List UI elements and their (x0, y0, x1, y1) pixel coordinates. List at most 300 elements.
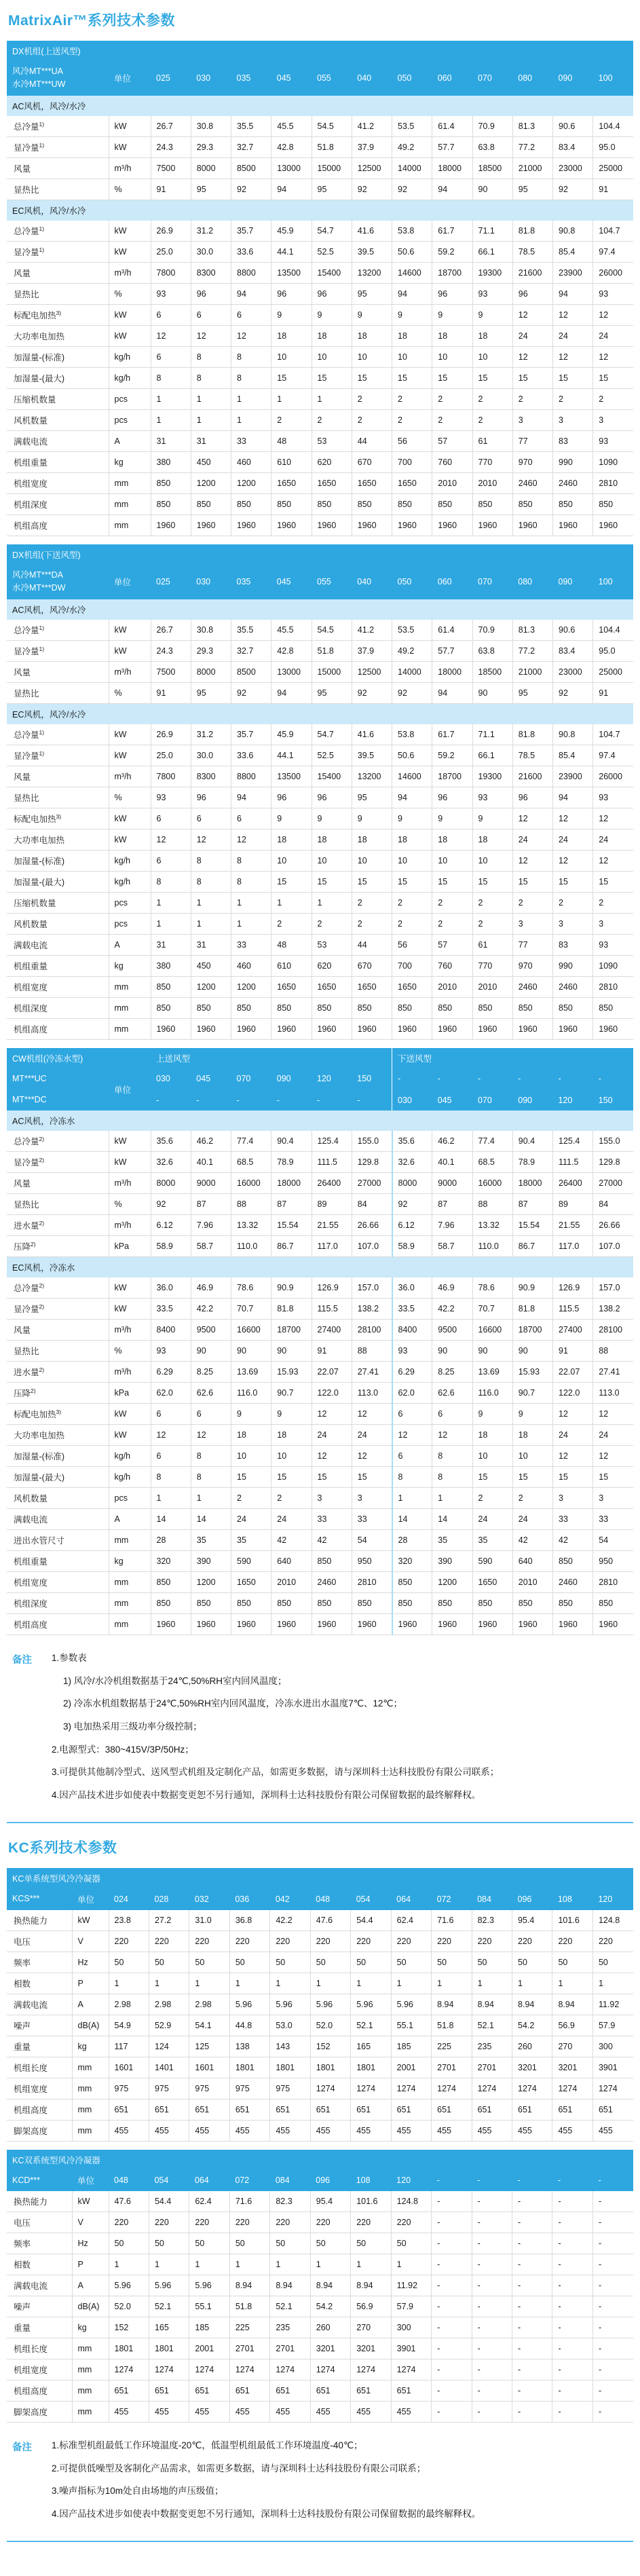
value-cell: 8.94 (310, 2275, 350, 2296)
value-cell: 91 (593, 682, 633, 703)
value-cell: 1 (310, 1973, 350, 1994)
value-cell: 6 (151, 346, 191, 367)
value-cell: 1274 (149, 2359, 189, 2380)
column-header: - (231, 1089, 271, 1110)
value-cell: 92 (352, 682, 392, 703)
value-cell: 42 (553, 1530, 593, 1551)
row-label: 总冷量$^{1)}$ (7, 620, 109, 641)
unit-cell: dB(A) (72, 2015, 109, 2036)
value-cell: 41.6 (352, 221, 392, 242)
column-header: - (592, 2170, 633, 2191)
value-cell: - (432, 2317, 472, 2338)
value-cell: - (552, 2211, 592, 2233)
value-cell: - (592, 2233, 633, 2254)
value-cell: 18 (312, 325, 352, 346)
value-cell: 220 (351, 1930, 391, 1952)
column-header: 070 (472, 1089, 512, 1110)
value-cell: 68.5 (231, 1152, 271, 1173)
value-cell: 455 (432, 2120, 472, 2141)
value-cell: 455 (391, 2120, 431, 2141)
value-cell: 13.32 (472, 1215, 512, 1236)
unit-cell: mm (109, 1018, 151, 1039)
value-cell: 760 (432, 955, 472, 976)
value-cell: 78.6 (231, 1277, 271, 1299)
value-cell: 50 (351, 1952, 391, 1973)
table-row (7, 2036, 633, 2057)
value-cell: 3 (593, 1488, 633, 1509)
value-cell: - (552, 2296, 592, 2317)
value-cell: 2 (432, 892, 472, 913)
value-cell: 117.0 (553, 1236, 593, 1257)
value-cell: 50.6 (392, 241, 432, 262)
unit-cell: kg (72, 2317, 109, 2338)
value-cell: - (592, 2380, 633, 2401)
value-cell: 18700 (432, 766, 472, 787)
value-cell: 1 (271, 892, 312, 913)
value-cell: 260 (310, 2317, 350, 2338)
value-cell: 1 (189, 1973, 229, 1994)
value-cell: 124 (149, 2036, 189, 2057)
dx-up-table-mount (7, 41, 633, 536)
value-cell: 8500 (231, 661, 271, 682)
value-cell: - (472, 2359, 512, 2380)
value-cell: 78.9 (512, 1152, 552, 1173)
value-cell: 1 (191, 1488, 231, 1509)
page-title: MatrixAir™系列技术参数 (8, 13, 176, 29)
value-cell: 1960 (231, 515, 271, 536)
value-cell: 50 (109, 2233, 149, 2254)
value-cell: 116.0 (231, 1383, 271, 1404)
value-cell: 850 (392, 493, 432, 515)
value-cell: 455 (149, 2401, 189, 2422)
value-cell: 8.94 (472, 1994, 512, 2015)
value-cell: 96 (191, 787, 231, 808)
note-line: 3) 电加热采用三级功率分级控制； (63, 1721, 202, 1732)
row-label: 重量 (7, 2317, 72, 2338)
kc-single-table-mount (7, 1868, 633, 2141)
value-cell: 970 (512, 955, 552, 976)
value-cell: 115.5 (312, 1299, 352, 1320)
value-cell: 71.6 (229, 2191, 269, 2212)
row-label: 总冷量$^{1)}$ (7, 221, 109, 242)
value-cell: 93 (151, 787, 191, 808)
footnote-marker: 2) (39, 1157, 45, 1164)
table-row (7, 640, 633, 661)
row-label: 标配电加热$^{3)}$ (7, 304, 109, 325)
value-cell: 28 (151, 1530, 191, 1551)
value-cell: 9 (392, 304, 432, 325)
value-cell: 2 (593, 892, 633, 913)
value-cell: - (432, 2401, 472, 2422)
value-cell: 51.8 (432, 2015, 472, 2036)
value-cell: 15400 (312, 262, 352, 283)
value-cell: 8 (191, 1446, 231, 1467)
value-cell: 12 (593, 304, 633, 325)
section-header-row (7, 200, 633, 221)
value-cell: 90 (271, 1341, 312, 1362)
value-cell: 235 (472, 2036, 512, 2057)
value-cell: 95 (191, 682, 231, 703)
value-cell: 54.9 (109, 2015, 149, 2036)
unit-cell: kW (109, 241, 151, 262)
value-cell: 90 (472, 179, 512, 200)
value-cell: 18 (312, 829, 352, 850)
value-cell: 10 (312, 346, 352, 367)
value-cell: 651 (472, 2099, 512, 2120)
row-label: 压缩机数量 (7, 892, 109, 913)
value-cell: 1801 (109, 2338, 149, 2359)
value-cell: 27400 (312, 1320, 352, 1341)
value-cell: 18 (352, 829, 392, 850)
table-row (7, 1362, 633, 1383)
value-cell: 1 (312, 388, 352, 409)
table-row (7, 262, 633, 283)
value-cell: 1960 (151, 1614, 191, 1635)
unit-cell: kW (109, 724, 151, 745)
value-cell: 3 (593, 409, 633, 430)
value-cell: 12 (553, 1404, 593, 1425)
value-cell: 2460 (312, 1572, 352, 1593)
value-cell: 50 (310, 2233, 350, 2254)
value-cell: 5.96 (189, 2275, 229, 2296)
value-cell: 7.96 (432, 1215, 472, 1236)
value-cell: 90 (191, 1341, 231, 1362)
value-cell: 1 (151, 913, 191, 934)
unit-cell: P (72, 2254, 109, 2275)
table-row (7, 808, 633, 829)
unit-cell: kW (109, 1299, 151, 1320)
value-cell: 8.25 (432, 1362, 472, 1383)
value-cell: 1 (391, 2254, 431, 2275)
value-cell: 1960 (593, 1614, 633, 1635)
value-cell: 455 (351, 2120, 391, 2141)
unit-header: 单位 (109, 1068, 151, 1111)
value-cell: 850 (512, 997, 552, 1018)
column-header: 036 (229, 1888, 269, 1909)
value-cell: 620 (312, 451, 352, 472)
value-cell: 651 (391, 2380, 431, 2401)
value-cell: - (432, 2296, 472, 2317)
table-row (7, 620, 633, 641)
value-cell: 2010 (472, 472, 512, 493)
value-cell: 850 (151, 976, 191, 997)
value-cell: 1 (312, 892, 352, 913)
value-cell: 15 (312, 1467, 352, 1488)
value-cell: 850 (593, 997, 633, 1018)
value-cell: 850 (312, 493, 352, 515)
value-cell: 157.0 (352, 1277, 392, 1299)
value-cell: 5.96 (310, 1994, 350, 2015)
value-cell: 90 (231, 1341, 271, 1362)
value-cell: 3201 (351, 2338, 391, 2359)
value-cell: 92 (392, 682, 432, 703)
value-cell: 155.0 (352, 1131, 392, 1152)
value-cell: 9500 (432, 1320, 472, 1341)
column-header: 040 (352, 565, 392, 599)
value-cell: 1960 (151, 515, 191, 536)
value-cell: 2701 (270, 2338, 310, 2359)
notes-matrixair (7, 1643, 633, 1811)
value-cell: 50 (391, 1952, 431, 1973)
value-cell: 850 (472, 997, 512, 1018)
value-cell: 2 (512, 892, 552, 913)
value-cell: 1 (149, 1973, 189, 1994)
table-row (7, 1614, 633, 1635)
table-row (7, 1467, 633, 1488)
value-cell: 19300 (472, 262, 512, 283)
value-cell: 53.8 (392, 221, 432, 242)
value-cell: 41.2 (352, 620, 392, 641)
unit-cell: % (109, 179, 151, 200)
value-cell: 71.1 (472, 724, 512, 745)
value-cell: 8000 (151, 1173, 191, 1194)
value-cell: 116.0 (472, 1383, 512, 1404)
footnote-marker: 2) (39, 1303, 45, 1311)
value-cell: - (552, 2317, 592, 2338)
value-cell: 1 (191, 388, 231, 409)
column-header: - (593, 1068, 633, 1089)
value-cell: 1 (151, 409, 191, 430)
value-cell: 300 (391, 2317, 431, 2338)
column-header: 025 (151, 565, 191, 599)
spec-table (7, 544, 633, 1040)
value-cell: 18000 (512, 1173, 552, 1194)
table-row (7, 1425, 633, 1446)
value-cell: 1274 (310, 2078, 350, 2099)
row-label: 风机数量 (7, 913, 109, 934)
value-cell: 35.6 (151, 1131, 191, 1152)
value-cell: 126.9 (553, 1277, 593, 1299)
value-cell: 1801 (310, 2057, 350, 2078)
table-row (7, 1994, 633, 2015)
value-cell: 12 (553, 808, 593, 829)
value-cell: 39.5 (352, 241, 392, 262)
value-cell: 68.5 (472, 1152, 512, 1173)
value-cell: 2460 (553, 976, 593, 997)
value-cell: 32.6 (392, 1152, 432, 1173)
value-cell: 42.2 (432, 1299, 472, 1320)
value-cell: 62.4 (391, 1910, 431, 1931)
value-cell: 2701 (229, 2338, 269, 2359)
value-cell: 1650 (352, 472, 392, 493)
section-header: AC风机，冷冻水 (7, 1110, 633, 1131)
table-row (7, 871, 633, 892)
value-cell: 8400 (392, 1320, 432, 1341)
column-header: 028 (149, 1888, 189, 1909)
column-header: - (512, 2170, 552, 2191)
value-cell: 1 (151, 388, 191, 409)
table-row (7, 1404, 633, 1425)
value-cell: 117.0 (312, 1236, 352, 1257)
value-cell: 52.5 (312, 241, 352, 262)
value-cell: 220 (512, 1930, 552, 1952)
column-header: - (553, 1068, 593, 1089)
value-cell: 18700 (271, 1320, 312, 1341)
value-cell: 7.96 (191, 1215, 231, 1236)
value-cell: 47.6 (310, 1910, 350, 1931)
footnote-marker: 2) (31, 1387, 36, 1395)
value-cell: 48 (271, 430, 312, 451)
value-cell: 850 (512, 493, 552, 515)
value-cell: 54.4 (149, 2191, 189, 2212)
value-cell: 27.41 (352, 1362, 392, 1383)
row-label: 显热比 (7, 283, 109, 304)
value-cell: 50 (270, 1952, 310, 1973)
value-cell: 70.7 (231, 1299, 271, 1320)
table-row (7, 934, 633, 955)
value-cell: 104.7 (593, 724, 633, 745)
value-cell: 85.4 (553, 745, 593, 766)
value-cell: 104.7 (593, 221, 633, 242)
value-cell: 28100 (352, 1320, 392, 1341)
row-label: 机组宽度 (7, 976, 109, 997)
table-row (7, 367, 633, 388)
value-cell: 455 (229, 2120, 269, 2141)
row-label: 加湿量-(标准) (7, 346, 109, 367)
value-cell: - (552, 2359, 592, 2380)
value-cell: 651 (432, 2099, 472, 2120)
value-cell: 36.0 (151, 1277, 191, 1299)
value-cell: 91 (553, 1341, 593, 1362)
value-cell: 138.2 (352, 1299, 392, 1320)
note-line: 3.可提供其他制冷型式、送风型式机组及定制化产品，如需更多数据，请与深圳科士达科技股份有限公司联系； (52, 1767, 500, 1778)
unit-cell: % (109, 1341, 151, 1362)
unit-cell: % (109, 787, 151, 808)
value-cell: 300 (592, 2036, 633, 2057)
value-cell: 12 (312, 1446, 352, 1467)
value-cell: 225 (432, 2036, 472, 2057)
value-cell: 90.9 (271, 1277, 312, 1299)
row-label: 压降$^{2)}$ (7, 1236, 109, 1257)
column-header: 120 (312, 1068, 352, 1089)
footnote-marker: 1) (39, 749, 45, 757)
value-cell: 40.1 (432, 1152, 472, 1173)
value-cell: 6 (231, 808, 271, 829)
column-header: 108 (351, 2170, 391, 2191)
value-cell: 2460 (512, 976, 552, 997)
value-cell: 45.9 (271, 221, 312, 242)
value-cell: 12 (312, 1404, 352, 1425)
value-cell: 235 (270, 2317, 310, 2338)
value-cell: 6 (231, 304, 271, 325)
table-row (7, 2233, 633, 2254)
row-label: 标配电加热$^{3)}$ (7, 1404, 109, 1425)
row-label: 满载电流 (7, 1509, 109, 1530)
value-cell: 88 (472, 1194, 512, 1215)
table-row (7, 2275, 633, 2296)
value-cell: 220 (270, 2211, 310, 2233)
value-cell: 12 (512, 808, 552, 829)
value-cell: 2810 (593, 976, 633, 997)
unit-cell: m³/h (109, 157, 151, 179)
value-cell: 1960 (432, 1018, 472, 1039)
value-cell: 90 (432, 1341, 472, 1362)
value-cell: 15 (432, 871, 472, 892)
footnote-marker: 1) (39, 120, 45, 128)
value-cell: 9 (312, 304, 352, 325)
value-cell: 590 (472, 1551, 512, 1572)
value-cell: 93 (593, 787, 633, 808)
value-cell: 96 (432, 283, 472, 304)
value-cell: 28100 (593, 1320, 633, 1341)
value-cell: 51.8 (312, 640, 352, 661)
unit-cell: pcs (109, 892, 151, 913)
value-cell: 220 (229, 2211, 269, 2233)
value-cell: 35 (191, 1530, 231, 1551)
value-cell: 18 (472, 325, 512, 346)
value-cell: 1 (351, 1973, 391, 1994)
table-row (7, 430, 633, 451)
value-cell: 850 (553, 493, 593, 515)
unit-cell: pcs (109, 1488, 151, 1509)
value-cell: 455 (149, 2120, 189, 2141)
value-cell: 8 (191, 346, 231, 367)
row-label: 总冷量$^{1)}$ (7, 724, 109, 745)
value-cell: 975 (270, 2078, 310, 2099)
value-cell: 13.69 (472, 1362, 512, 1383)
value-cell: 91 (593, 179, 633, 200)
value-cell: 8 (191, 871, 231, 892)
value-cell: 1 (351, 2254, 391, 2275)
value-cell: 8000 (392, 1173, 432, 1194)
value-cell: 57 (432, 430, 472, 451)
unit-cell: kW (72, 2191, 109, 2212)
value-cell: 95.0 (593, 136, 633, 157)
value-cell: 850 (151, 472, 191, 493)
column-header: 150 (593, 1089, 633, 1110)
value-cell: 46.9 (432, 1277, 472, 1299)
value-cell: 101.6 (552, 1910, 592, 1931)
value-cell: 21600 (512, 262, 552, 283)
value-cell: - (472, 2380, 512, 2401)
value-cell: 70.9 (472, 116, 512, 137)
value-cell: 3 (553, 409, 593, 430)
value-cell: 8.94 (432, 1994, 472, 2015)
section-header: AC风机，风冷/水冷 (7, 96, 633, 116)
value-cell: 3 (512, 913, 552, 934)
row-label: 满载电流 (7, 2275, 72, 2296)
row-label: 机组宽度 (7, 2078, 72, 2099)
value-cell: 10 (231, 1446, 271, 1467)
value-cell: 15 (352, 367, 392, 388)
value-cell: 93 (392, 1341, 432, 1362)
table-row (7, 2120, 633, 2141)
section-header-row (7, 1257, 633, 1278)
column-header: 072 (432, 1888, 472, 1909)
table-row (7, 325, 633, 346)
value-cell: 58.9 (392, 1236, 432, 1257)
value-cell: 12 (191, 1425, 231, 1446)
value-cell: 1960 (512, 1614, 552, 1635)
value-cell: 15 (512, 871, 552, 892)
value-cell: 651 (189, 2380, 229, 2401)
table-header-row (7, 2150, 633, 2170)
value-cell: 225 (229, 2317, 269, 2338)
value-cell: 220 (109, 2211, 149, 2233)
value-cell: 2 (392, 913, 432, 934)
value-cell: 2 (392, 892, 432, 913)
value-cell: 33 (231, 430, 271, 451)
value-cell: 15 (553, 1467, 593, 1488)
value-cell: 31 (151, 934, 191, 955)
value-cell: 25.0 (151, 745, 191, 766)
value-cell: 18 (392, 325, 432, 346)
value-cell: 15 (512, 367, 552, 388)
value-cell: - (432, 2254, 472, 2275)
value-cell: 1960 (553, 1018, 593, 1039)
value-cell: 850 (392, 1572, 432, 1593)
value-cell: 26400 (553, 1173, 593, 1194)
